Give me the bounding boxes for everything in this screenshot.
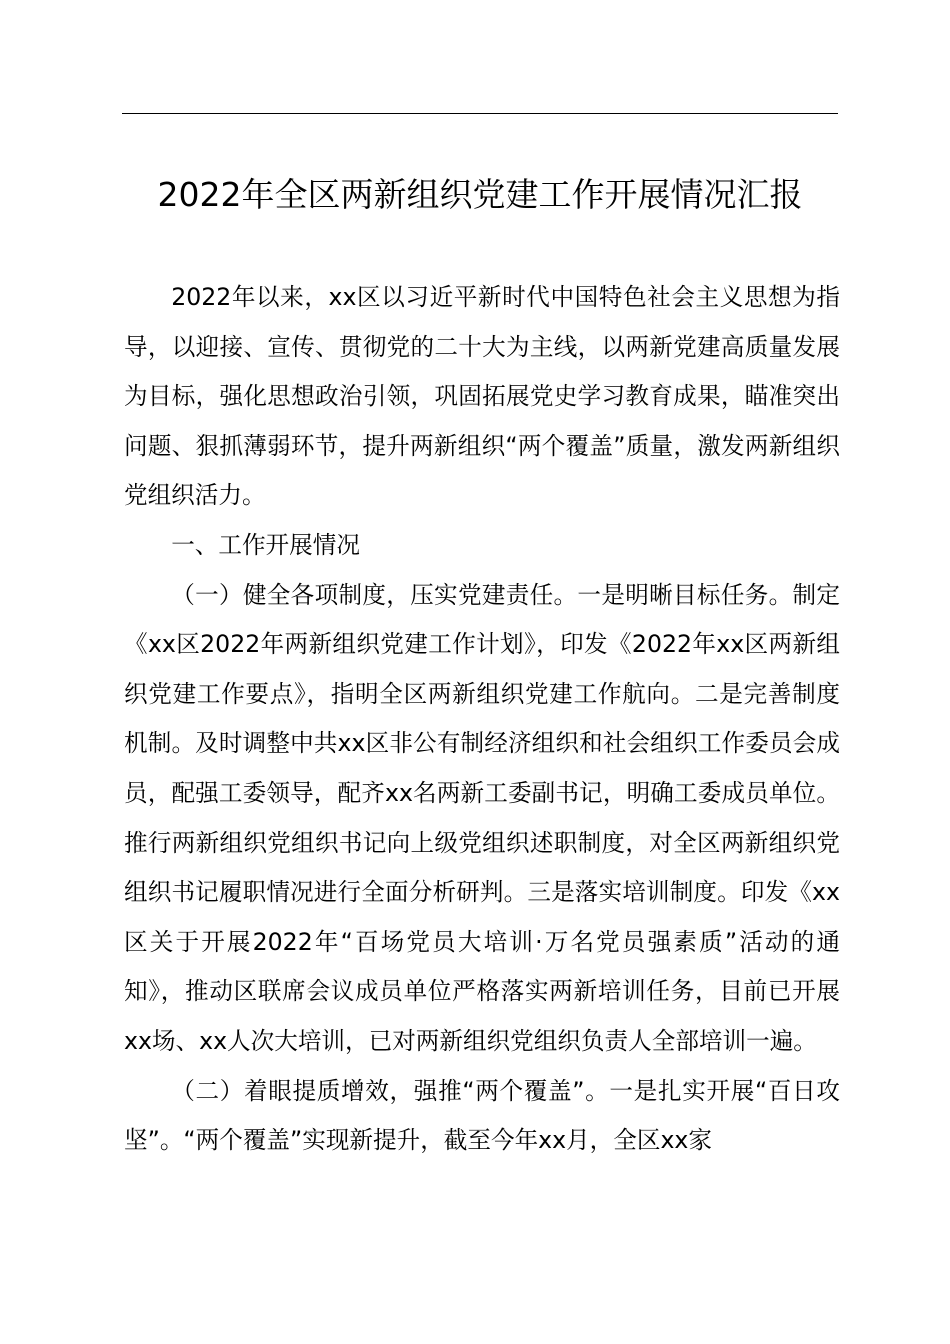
body-paragraph: （一）健全各项制度，压实党建责任。一是明晰目标任务。制定《xx区2022年两新组织党建工作计划》，印发《2022年xx区两新组织党建工作要点》，指明全区两新组织党建工作航向。二是完善制度机制。及时调整中共xx区非公有制经济组织和社会组织工作委员会成员，配强工委领导，配齐xx名两新工委副书记，明确工委成员单位。推行两新组织党组织书记向上级党组织述职制度，对全区两新组织党组织书记履职情况进行全面分析研判。三是落实培训制度。印发《xx区关于开展2022年“百场党员大培训·万名党员强素质”活动的通知》，推动区联席会议成员单位严格落实两新培训任务，目前已开展xx场、xx人次大培训，已对两新组织党组织负责人全部培训一遍。	[124, 580, 840, 1055]
section-heading: 一、工作开展情况	[171, 530, 360, 559]
header-rule	[122, 113, 838, 114]
body-paragraph: （二）着眼提质增效，强推“两个覆盖”。一是扎实开展“百日攻坚”。“两个覆盖”实现新提升，截至今年xx月，全区xx家	[124, 1076, 840, 1155]
intro-paragraph: 2022年以来，xx区以习近平新时代中国特色社会主义思想为指导，以迎接、宣传、贯彻党的二十大为主线，以两新党建高质量发展为目标，强化思想政治引领，巩固拓展党史学习教育成果，瞄准突出问题、狠抓薄弱环节，提升两新组织“两个覆盖”质量，激发两新组织党组织活力。	[124, 283, 840, 510]
document-body	[124, 273, 840, 1166]
document-title: 2022年全区两新组织党建工作开展情况汇报	[157, 175, 803, 214]
